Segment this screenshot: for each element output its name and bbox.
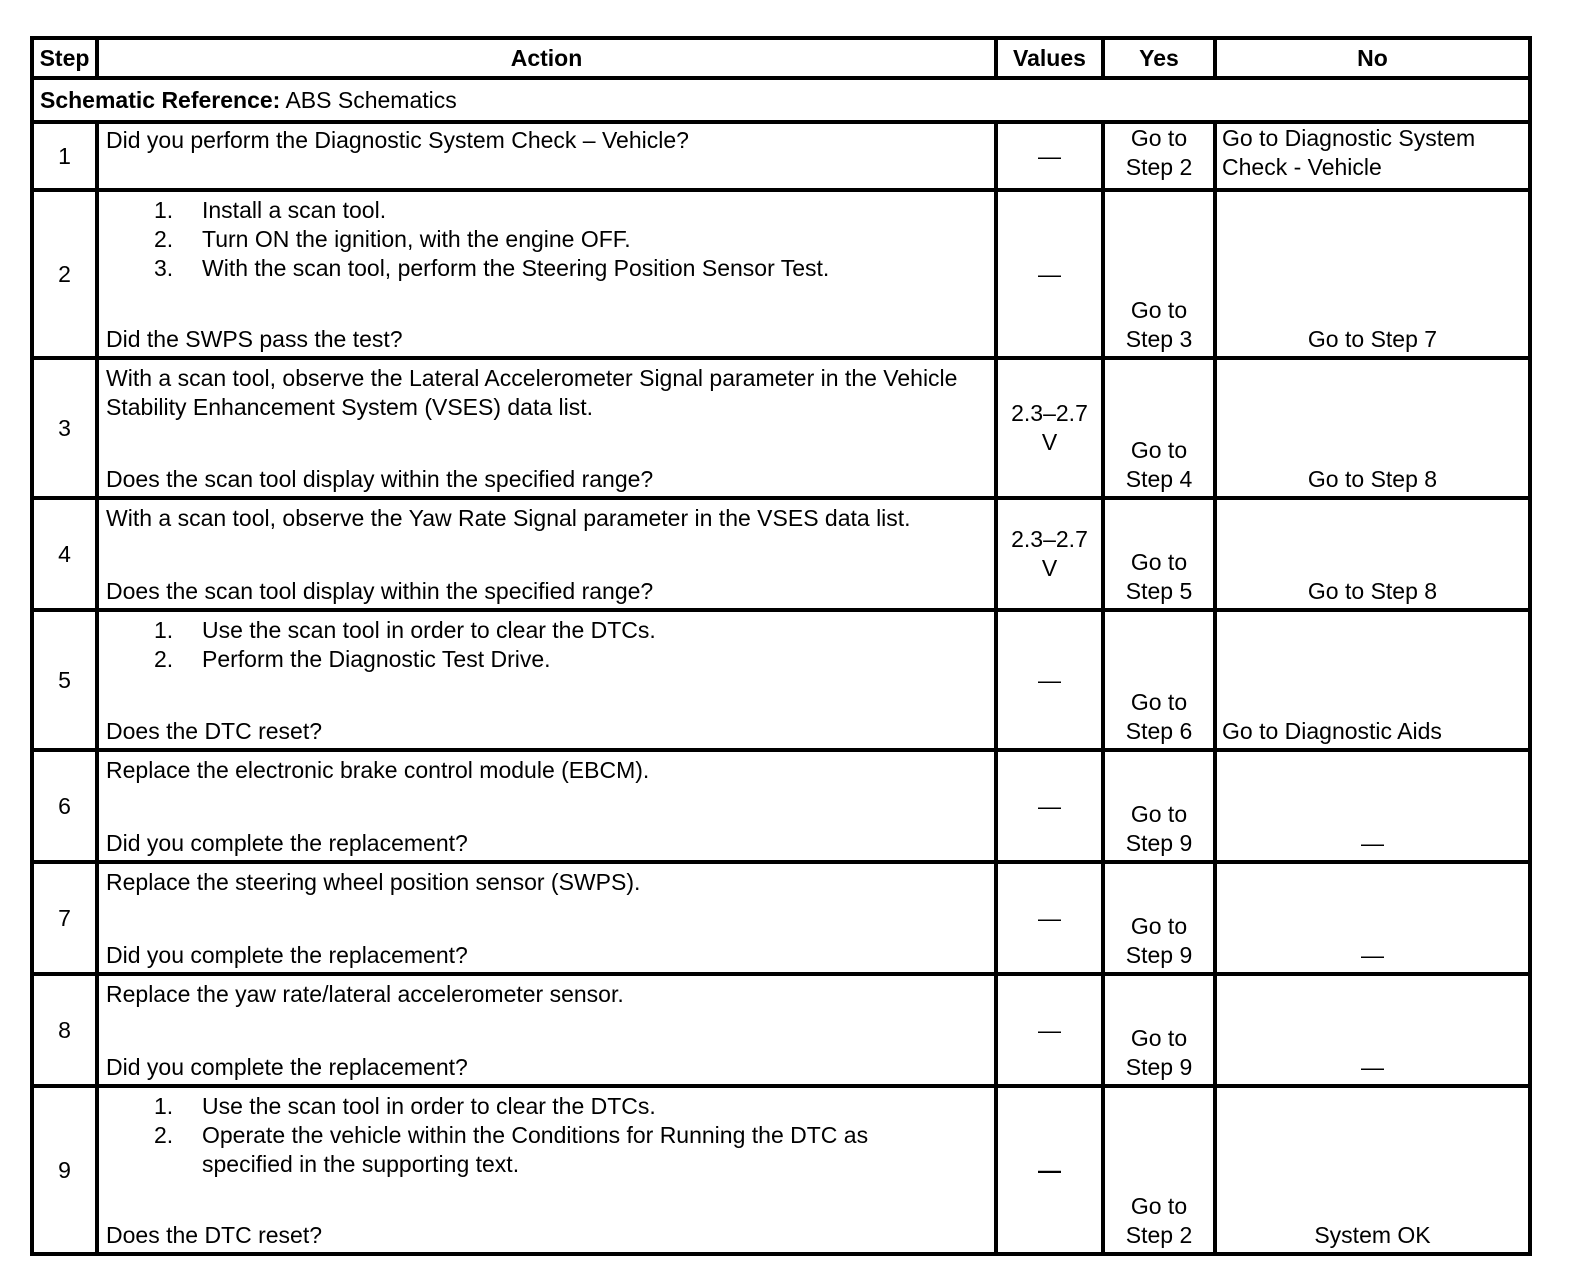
table-row — [32, 358, 1530, 498]
yes-cell: Go to Step 5 — [1103, 498, 1215, 610]
step-number: 1 — [32, 122, 97, 190]
no-cell: Go to Step 8 — [1215, 498, 1530, 610]
value-cell: — — [996, 190, 1103, 358]
action-text: Replace the electronic brake control module (EBCM). — [106, 757, 650, 783]
yes-cell: Go to Step 2 — [1103, 1086, 1215, 1254]
step-number: 4 — [32, 498, 97, 610]
step-number: 8 — [32, 974, 97, 1086]
table-row — [32, 122, 1530, 190]
action-text: With a scan tool, observe the Lateral Accelerometer Signal parameter in the Vehicle Stability Enhancement System (VSES) data list. — [106, 365, 958, 420]
step-number: 9 — [32, 1086, 97, 1254]
value-cell: 2.3–2.7 V — [996, 358, 1103, 498]
action-question: Does the scan tool display within the specified range? — [106, 578, 654, 604]
action-cell — [97, 610, 996, 750]
action-cell — [97, 862, 996, 974]
header-yes: Yes — [1103, 38, 1215, 78]
schematic-reference — [32, 78, 1530, 122]
action-steps — [106, 616, 988, 674]
action-question: Did you complete the replacement? — [106, 830, 468, 856]
step-number: 5 — [32, 610, 97, 750]
schematic-reference-row — [32, 78, 1530, 122]
value-cell: — — [996, 750, 1103, 862]
list-item: 1. Install a scan tool. — [154, 197, 387, 223]
action-question: Does the scan tool display within the specified range? — [106, 466, 654, 492]
header-step: Step — [32, 38, 97, 78]
yes-cell: Go to Step 2 — [1103, 122, 1215, 190]
list-item: 2. Perform the Diagnostic Test Drive. — [154, 646, 551, 672]
yes-cell: Go to Step 6 — [1103, 610, 1215, 750]
table-row — [32, 498, 1530, 610]
no-cell: — — [1215, 974, 1530, 1086]
no-cell: Go to Diagnostic Aids — [1215, 610, 1530, 750]
yes-cell: Go to Step 9 — [1103, 974, 1215, 1086]
yes-cell: Go to Step 9 — [1103, 750, 1215, 862]
no-cell: Go to Step 7 — [1215, 190, 1530, 358]
yes-cell: Go to Step 9 — [1103, 862, 1215, 974]
table-row — [32, 974, 1530, 1086]
schematic-reference-value: ABS Schematics — [280, 86, 457, 113]
action-steps — [106, 1092, 988, 1179]
no-cell: System OK — [1215, 1086, 1530, 1254]
action-cell — [97, 498, 996, 610]
no-cell: Go to Diagnostic System Check - Vehicle — [1215, 122, 1530, 190]
schematic-reference-label: Schematic Reference: — [40, 86, 281, 113]
no-cell: Go to Step 8 — [1215, 358, 1530, 498]
action-question: Did you complete the replacement? — [106, 942, 468, 968]
step-number: 7 — [32, 862, 97, 974]
table-row — [32, 190, 1530, 358]
action-question: Did the SWPS pass the test? — [106, 326, 403, 352]
value-cell: — — [996, 1086, 1103, 1254]
action-cell — [97, 122, 996, 190]
table-row — [32, 610, 1530, 750]
value-cell: — — [996, 974, 1103, 1086]
header-row — [32, 38, 1530, 78]
action-cell — [97, 974, 996, 1086]
action-question: Did you complete the replacement? — [106, 1054, 468, 1080]
action-steps — [106, 196, 988, 283]
value-cell: — — [996, 862, 1103, 974]
value-cell: — — [996, 610, 1103, 750]
action-cell — [97, 190, 996, 358]
no-cell: — — [1215, 750, 1530, 862]
header-no: No — [1215, 38, 1530, 78]
value-cell: 2.3–2.7 V — [996, 498, 1103, 610]
diagnostic-table — [30, 36, 1532, 1256]
list-item: 1. Use the scan tool in order to clear the DTCs. — [154, 1093, 656, 1119]
yes-cell: Go to Step 3 — [1103, 190, 1215, 358]
list-item: 3. With the scan tool, perform the Steering Position Sensor Test. — [154, 255, 830, 281]
action-text: With a scan tool, observe the Yaw Rate Signal parameter in the VSES data list. — [106, 505, 911, 531]
action-cell — [97, 1086, 996, 1254]
action-text: Did you perform the Diagnostic System Check – Vehicle? — [106, 127, 689, 153]
action-cell — [97, 358, 996, 498]
action-text: Replace the yaw rate/lateral accelerometer sensor. — [106, 981, 624, 1007]
action-text: Replace the steering wheel position sensor (SWPS). — [106, 869, 641, 895]
table-row — [32, 862, 1530, 974]
list-item: 2. Operate the vehicle within the Conditions for Running the DTC as specified in the supporting text. — [154, 1122, 869, 1177]
table-row — [32, 750, 1530, 862]
list-item: 2. Turn ON the ignition, with the engine OFF. — [154, 226, 631, 252]
action-question: Does the DTC reset? — [106, 718, 323, 744]
step-number: 2 — [32, 190, 97, 358]
value-cell: — — [996, 122, 1103, 190]
header-action: Action — [97, 38, 996, 78]
no-cell: — — [1215, 862, 1530, 974]
yes-cell: Go to Step 4 — [1103, 358, 1215, 498]
action-question: Does the DTC reset? — [106, 1222, 323, 1248]
step-number: 3 — [32, 358, 97, 498]
header-values: Values — [996, 38, 1103, 78]
action-cell — [97, 750, 996, 862]
table-row — [32, 1086, 1530, 1254]
list-item: 1. Use the scan tool in order to clear the DTCs. — [154, 617, 656, 643]
step-number: 6 — [32, 750, 97, 862]
